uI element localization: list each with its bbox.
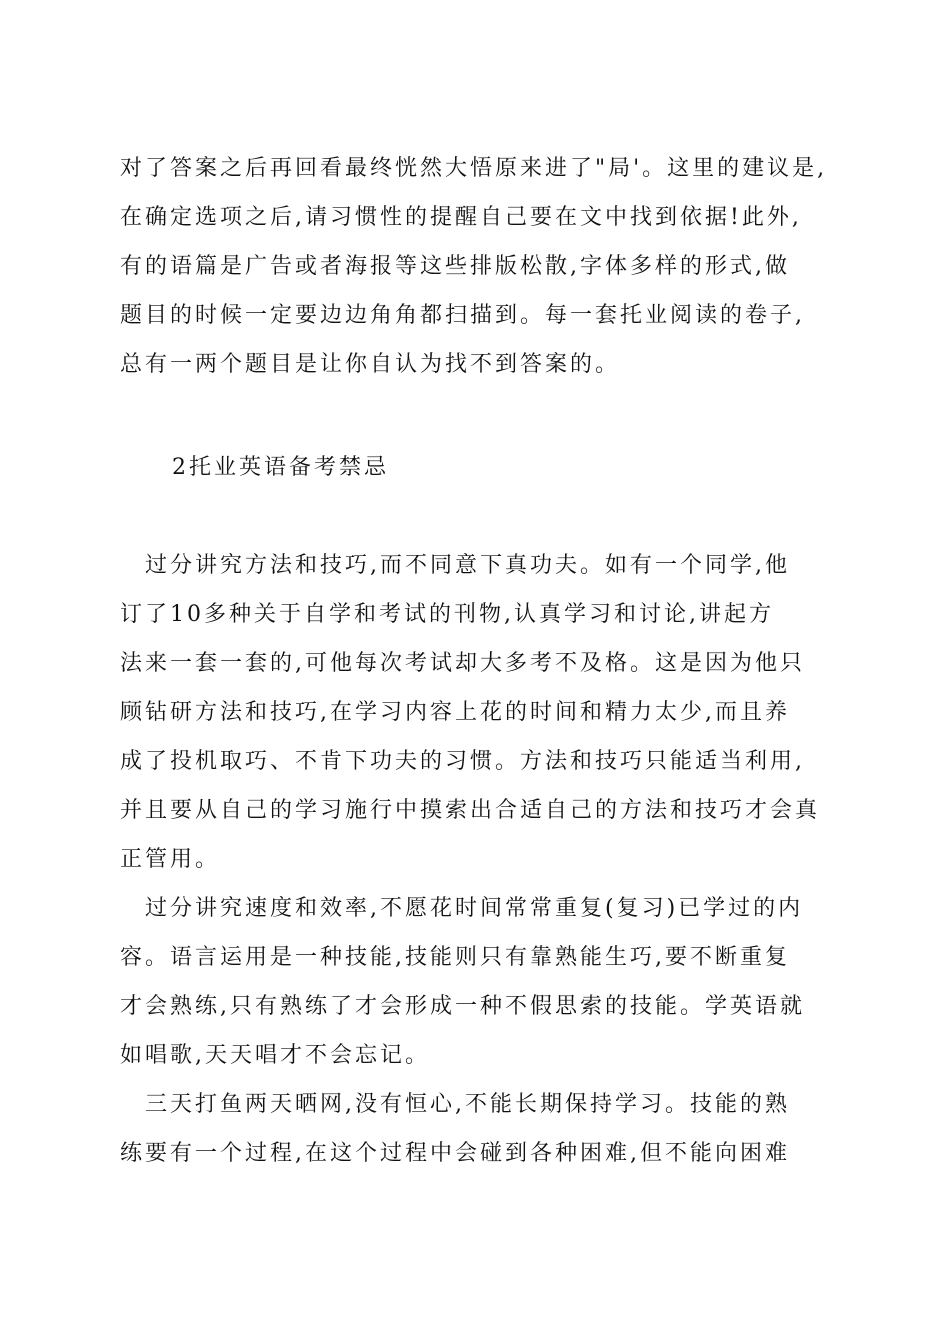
text-line: 正管用。	[120, 847, 221, 872]
text-line: 在确定选项之后,请习惯性的提醒自己要在文中找到依据!此外,	[120, 205, 802, 230]
text-line: 过分讲究速度和效率,不愿花时间常常重复(复习)已学过的内	[145, 896, 804, 921]
text-line: 顾钻研方法和技巧,在学习内容上花的时间和精力太少,而且养	[120, 700, 790, 725]
text-line: 练要有一个过程,在这个过程中会碰到各种困难,但不能向困难	[120, 1141, 790, 1166]
text-line: 题目的时候一定要边边角角都扫描到。每一套托业阅读的卷子,	[120, 303, 805, 328]
text-line: 并且要从自己的学习施行中摸索出合适自己的方法和技巧才会真	[120, 798, 821, 823]
text-line: 对了答案之后再回看最终恍然大悟原来进了"局'。这里的建议是,	[120, 156, 828, 181]
text-line: 如唱歌,天天唱才不会忘记。	[120, 1043, 430, 1068]
text-line: 容。语言运用是一种技能,技能则只有靠熟能生巧,要不断重复	[120, 945, 790, 970]
text-line: 才会熟练,只有熟练了才会形成一种不假思索的技能。学英语就	[120, 994, 805, 1019]
text-line: 总有一两个题目是让你自认为找不到答案的。	[120, 352, 621, 377]
text-line: 三天打鱼两天晒网,没有恒心,不能长期保持学习。技能的熟	[145, 1092, 790, 1117]
text-line: 过分讲究方法和技巧,而不同意下真功夫。如有一个同学,他	[145, 553, 790, 578]
section-heading: 2托业英语备考禁忌	[172, 455, 389, 480]
text-line: 成了投机取巧、不肯下功夫的习惯。方法和技巧只能适当利用,	[120, 749, 805, 774]
text-line: 有的语篇是广告或者海报等这些排版松散,字体多样的形式,做	[120, 254, 790, 279]
text-line: 订了10多种关于自学和考试的刊物,认真学习和讨论,讲起方	[120, 602, 774, 627]
text-line: 法来一套一套的,可他每次考试却大多考不及格。这是因为他只	[120, 651, 805, 676]
